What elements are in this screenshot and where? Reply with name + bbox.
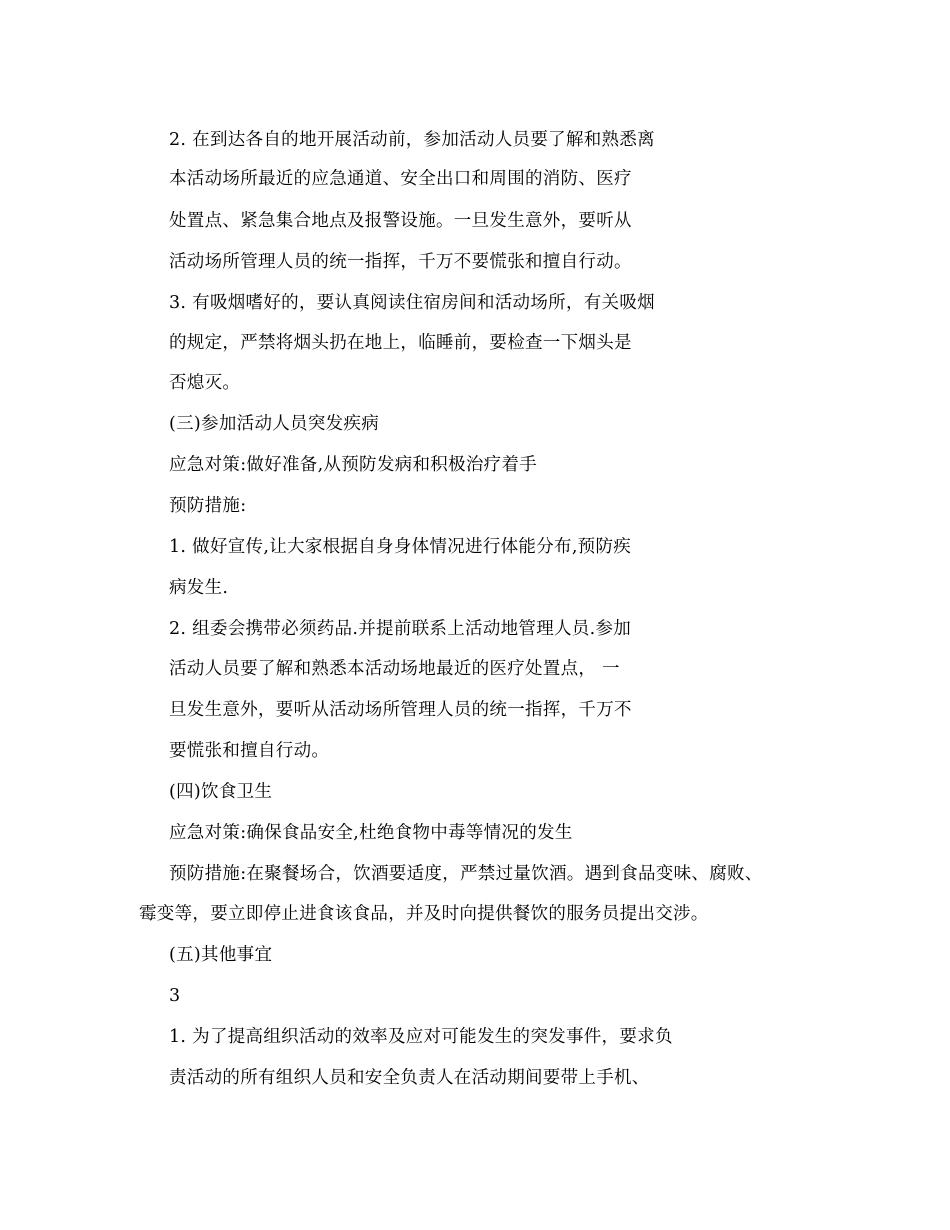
text-line-9: 应急对策:做好准备,从预防发病和积极治疗着手 [169, 455, 538, 475]
text-line-13: 2. 组委会携带必须药品.并提前联系上活动地管理人员.参加 [169, 619, 632, 639]
text-line-11: 1. 做好宣传,让大家根据自身身体情况进行体能分布,预防疾 [169, 537, 632, 557]
text-line-5: 3. 有吸烟嗜好的，要认真阅读住宿房间和活动场所，有关吸烟 [169, 293, 655, 313]
text-line-3: 处置点、紧急集合地点及报警设施。一旦发生意外，要听从 [169, 211, 632, 231]
text-line-15: 旦发生意外，要听从活动场所管理人员的统一指挥，千万不 [169, 700, 632, 720]
text-line-6: 的规定，严禁将烟头扔在地上，临睡前，要检查一下烟头是 [169, 333, 632, 353]
text-line-19: 预防措施:在聚餐场合，饮酒要适度，严禁过量饮酒。遇到食品变味、腐败、 [169, 864, 763, 884]
page-number: 3 [169, 986, 181, 1006]
section-heading-3: (三)参加活动人员突发疾病 [169, 414, 380, 434]
text-line-14: 活动人员要了解和熟悉本活动场地最近的医疗处置点， 一 [169, 659, 620, 679]
text-line-4: 活动场所管理人员的统一指挥，千万不要慌张和擅自行动。 [169, 252, 632, 272]
text-line-20: 霉变等，要立即停止进食该食品，并及时向提供餐饮的服务员提出交涉。 [139, 904, 709, 924]
text-line-12: 病发生. [169, 578, 229, 598]
text-line-18: 应急对策:确保食品安全,杜绝食物中毒等情况的发生 [169, 823, 573, 843]
text-line-24: 责活动的所有组织人员和安全负责人在活动期间要带上手机、 [169, 1068, 650, 1088]
text-line-23: 1. 为了提高组织活动的效率及应对可能发生的突发事件，要求负 [169, 1027, 673, 1047]
text-line-16: 要慌张和擅自行动。 [169, 741, 330, 761]
section-heading-5: (五)其他事宜 [169, 945, 273, 965]
text-line-1: 2. 在到达各自的地开展活动前，参加活动人员要了解和熟悉离 [169, 130, 655, 150]
section-heading-4: (四)饮食卫生 [169, 782, 273, 802]
text-line-2: 本活动场所最近的应急通道、安全出口和周围的消防、医疗 [169, 169, 632, 189]
text-line-7: 否熄灭。 [169, 373, 241, 393]
text-line-10: 预防措施: [169, 496, 247, 516]
